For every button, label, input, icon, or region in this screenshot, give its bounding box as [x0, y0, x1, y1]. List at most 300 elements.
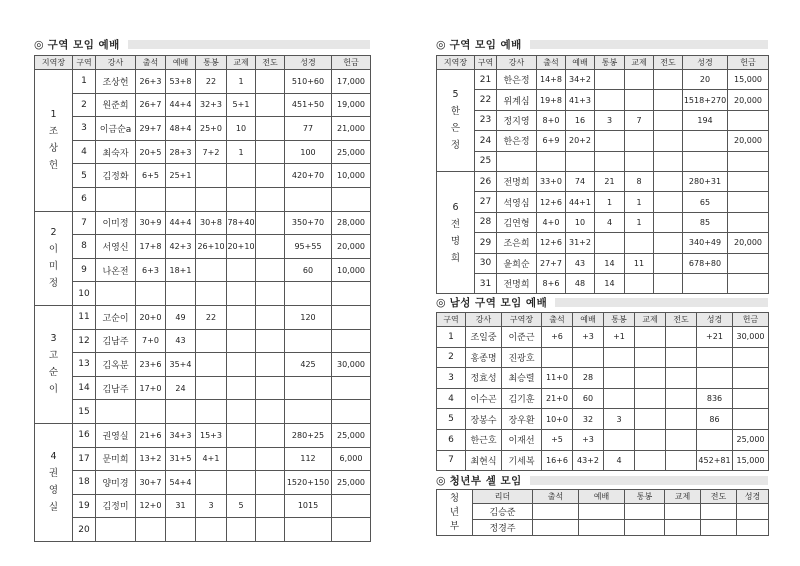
cell-att: 27+7: [537, 253, 566, 273]
cell-att: 10+0: [542, 409, 573, 430]
cell-bible: [285, 329, 332, 353]
cell-offer: 30,000: [733, 327, 769, 348]
cell-fel: [625, 233, 654, 253]
cell-att: 20+0: [136, 305, 166, 329]
cell-att: 30+7: [136, 471, 166, 495]
cell-evan: [701, 504, 737, 520]
group-number: 3: [73, 117, 96, 141]
cell-worship: +3: [573, 429, 604, 450]
cell-tb: [196, 400, 227, 424]
column-header: 구역: [475, 56, 497, 70]
cell-offer: 10,000: [332, 258, 371, 282]
group-number: 23: [475, 110, 497, 130]
teacher-name: [96, 518, 136, 542]
cell-att: 26+7: [136, 93, 166, 117]
teacher-name: 전명희: [497, 171, 537, 191]
leader-name: 장우환: [502, 409, 542, 430]
cell-worship: 54+4: [166, 471, 196, 495]
cell-att: +5: [542, 429, 573, 450]
teacher-name: [96, 187, 136, 211]
cell-att: 4+0: [537, 212, 566, 232]
cell-att: 33+0: [537, 171, 566, 191]
region-char: 6: [452, 201, 459, 213]
cell-tb: 22: [196, 70, 227, 94]
cell-bible: [697, 347, 733, 368]
cell-fel: [227, 282, 256, 306]
cell-att: 20+5: [136, 140, 166, 164]
men-table: [436, 312, 769, 471]
leader-name: 이재선: [502, 429, 542, 450]
group-number: 22: [475, 90, 497, 110]
cell-worship: 53+8: [166, 70, 196, 94]
cell-bible: 77: [285, 117, 332, 141]
cell-bible: 280+31: [683, 171, 728, 191]
cell-offer: [332, 376, 371, 400]
table-row: [35, 400, 371, 424]
group-number: 3: [437, 368, 466, 389]
cell-tb: 3: [196, 494, 227, 518]
cell-bible: 451+50: [285, 93, 332, 117]
column-header: 지역장: [437, 56, 475, 70]
cell-att: 11+0: [542, 368, 573, 389]
cell-evan: [654, 151, 683, 171]
teacher-name: 고순이: [96, 305, 136, 329]
region-char: 명: [450, 235, 461, 247]
table-row: [35, 471, 371, 495]
title-bar: [128, 40, 370, 49]
cell-evan: [666, 327, 697, 348]
cell-offer: [728, 192, 769, 212]
cell-att: 12+6: [537, 192, 566, 212]
cell-evan: [654, 192, 683, 212]
cell-evan: [666, 388, 697, 409]
cell-tb: 25+0: [196, 117, 227, 141]
cell-tb: 3: [595, 110, 625, 130]
teacher-name: 한은정: [497, 70, 537, 90]
cell-offer: [332, 518, 371, 542]
cell-worship: 44+1: [566, 192, 595, 212]
table-row: [35, 70, 371, 94]
cell-fel: 11: [625, 253, 654, 273]
table-row: [35, 93, 371, 117]
cell-tb: [196, 282, 227, 306]
cell-evan: [256, 471, 285, 495]
cell-bible: [737, 504, 769, 520]
cell-offer: [728, 171, 769, 191]
cell-fel: [635, 450, 666, 471]
title-bar: [530, 476, 768, 485]
cell-worship: 48+4: [166, 117, 196, 141]
group-number: 9: [73, 258, 96, 282]
teacher-name: [497, 151, 537, 171]
column-header: 예배: [166, 56, 196, 70]
group-number: 15: [73, 400, 96, 424]
cell-offer: 19,000: [332, 93, 371, 117]
region-char: 년: [449, 506, 460, 518]
group-number: 17: [73, 447, 96, 471]
cell-att: 12+0: [136, 494, 166, 518]
cell-att: 17+8: [136, 235, 166, 259]
cell-att: 21+6: [136, 423, 166, 447]
cell-evan: [256, 353, 285, 377]
cell-evan: [654, 253, 683, 273]
cell-offer: [733, 409, 769, 430]
cell-fel: 7: [625, 110, 654, 130]
cell-offer: [728, 253, 769, 273]
cell-worship: 49: [166, 305, 196, 329]
cell-fel: 1: [227, 70, 256, 94]
cell-offer: [332, 400, 371, 424]
cell-evan: [256, 235, 285, 259]
cell-bible: [285, 376, 332, 400]
cell-tb: 3: [604, 409, 635, 430]
cell-evan: [701, 520, 737, 536]
cell-worship: 31: [166, 494, 196, 518]
table-row: [35, 140, 371, 164]
cell-worship: 24: [166, 376, 196, 400]
teacher-name: 이미정: [96, 211, 136, 235]
group-number: 12: [73, 329, 96, 353]
cell-offer: [733, 368, 769, 389]
group-number: 7: [73, 211, 96, 235]
table-row: [437, 327, 769, 348]
cell-evan: [256, 258, 285, 282]
column-header: 지역장: [35, 56, 73, 70]
cell-worship: [166, 518, 196, 542]
teacher-name: 김옥분: [96, 353, 136, 377]
cell-worship: 20+2: [566, 131, 595, 151]
table-row: [35, 423, 371, 447]
cell-bible: +21: [697, 327, 733, 348]
cell-bible: 112: [285, 447, 332, 471]
group-number: 13: [73, 353, 96, 377]
table-row: [437, 151, 769, 171]
cell-offer: [332, 329, 371, 353]
column-header: 헌금: [733, 313, 769, 327]
group-number: 29: [475, 233, 497, 253]
teacher-name: 이수곤: [466, 388, 502, 409]
cell-evan: [256, 70, 285, 94]
cell-bible: [697, 429, 733, 450]
cell-att: 30+9: [136, 211, 166, 235]
cell-tb: [595, 233, 625, 253]
group-number: 14: [73, 376, 96, 400]
cell-att: [542, 347, 573, 368]
cell-tb: 14: [595, 273, 625, 293]
cell-evan: [654, 90, 683, 110]
leader-name: 정경주: [473, 520, 533, 536]
cell-att: 8+6: [537, 273, 566, 293]
group-number: 1: [437, 327, 466, 348]
teacher-name: 최현식: [466, 450, 502, 471]
cell-tb: [595, 90, 625, 110]
cell-tb: [604, 347, 635, 368]
cell-att: 19+8: [537, 90, 566, 110]
header-row: [437, 490, 769, 504]
group-number: 5: [73, 164, 96, 188]
cell-worship: 43: [566, 253, 595, 273]
cell-offer: [728, 151, 769, 171]
teacher-name: 김남주: [96, 329, 136, 353]
header-row: [437, 56, 769, 70]
cell-fel: 1: [625, 192, 654, 212]
region-char: 헌: [48, 160, 59, 172]
cell-worship: 35+4: [166, 353, 196, 377]
region-leader-cell: [437, 70, 475, 172]
group-number: 2: [437, 347, 466, 368]
header-row: [437, 313, 769, 327]
cell-fel: [625, 131, 654, 151]
cell-evan: [666, 409, 697, 430]
column-header: 교제: [665, 490, 701, 504]
cell-offer: 25,000: [332, 140, 371, 164]
region-char: 순: [48, 367, 59, 379]
cell-fel: [665, 520, 701, 536]
group-number: 21: [475, 70, 497, 90]
cell-evan: [654, 110, 683, 130]
cell-fel: [635, 327, 666, 348]
table-row: [35, 235, 371, 259]
cell-offer: [332, 494, 371, 518]
cell-evan: [256, 211, 285, 235]
cell-evan: [654, 273, 683, 293]
cell-evan: [256, 164, 285, 188]
cell-fel: [635, 388, 666, 409]
cell-tb: [196, 376, 227, 400]
left-title-text: 구역 모임 예배: [47, 38, 120, 51]
teacher-name: 석영심: [497, 192, 537, 212]
table-row: [437, 520, 769, 536]
cell-bible: [285, 187, 332, 211]
table-row: [437, 131, 769, 151]
group-number: 2: [73, 93, 96, 117]
column-header: 성경: [285, 56, 332, 70]
cell-tb: 4: [604, 450, 635, 471]
cell-bible: 350+70: [285, 211, 332, 235]
cell-worship: 31+5: [166, 447, 196, 471]
column-header: 강사: [497, 56, 537, 70]
circle-target-icon: ◎: [34, 37, 44, 51]
cell-offer: 15,000: [728, 70, 769, 90]
cell-fel: [227, 258, 256, 282]
cell-worship: 31+2: [566, 233, 595, 253]
cell-tb: [604, 368, 635, 389]
teacher-name: 한근호: [466, 429, 502, 450]
cell-att: 21+0: [542, 388, 573, 409]
right-table: [436, 55, 769, 294]
cell-offer: 25,000: [332, 471, 371, 495]
cell-evan: [654, 70, 683, 90]
cell-offer: 30,000: [332, 353, 371, 377]
table-row: [437, 90, 769, 110]
cell-evan: [256, 400, 285, 424]
youth-title-text: 청년부 셀 모임: [449, 474, 522, 487]
table-row: [437, 233, 769, 253]
region-char: 한: [450, 106, 461, 118]
region-char: 희: [450, 252, 461, 264]
table-row: [437, 409, 769, 430]
cell-evan: [654, 233, 683, 253]
cell-evan: [256, 305, 285, 329]
cell-offer: 10,000: [332, 164, 371, 188]
teacher-name: 홍종명: [466, 347, 502, 368]
cell-offer: [728, 110, 769, 130]
cell-tb: [196, 518, 227, 542]
cell-bible: [697, 368, 733, 389]
cell-offer: 25,000: [733, 429, 769, 450]
cell-offer: [332, 187, 371, 211]
cell-fel: [635, 347, 666, 368]
cell-evan: [256, 376, 285, 400]
cell-tb: 4: [595, 212, 625, 232]
column-header: 강사: [466, 313, 502, 327]
table-row: [35, 187, 371, 211]
table-row: [437, 347, 769, 368]
table-row: [437, 450, 769, 471]
group-number: 25: [475, 151, 497, 171]
region-char: 이: [48, 384, 59, 396]
cell-bible: [737, 520, 769, 536]
youth-table: [436, 489, 769, 536]
cell-tb: 1: [595, 192, 625, 212]
column-header: 교제: [227, 56, 256, 70]
cell-worship: 74: [566, 171, 595, 191]
cell-tb: [196, 187, 227, 211]
teacher-name: 한은정: [497, 131, 537, 151]
column-header: 전도: [666, 313, 697, 327]
region-char: 정: [450, 140, 461, 152]
cell-offer: [728, 212, 769, 232]
table-row: [35, 518, 371, 542]
cell-worship: [579, 504, 625, 520]
left-section-title: [34, 36, 370, 52]
cell-fel: [227, 353, 256, 377]
cell-tb: [595, 131, 625, 151]
circle-target-icon: ◎: [436, 295, 446, 309]
cell-bible: 60: [285, 258, 332, 282]
group-number: 10: [73, 282, 96, 306]
group-number: 31: [475, 273, 497, 293]
cell-offer: 20,000: [728, 233, 769, 253]
teacher-name: 김정미: [96, 494, 136, 518]
cell-worship: [573, 347, 604, 368]
cell-tb: 4+1: [196, 447, 227, 471]
group-number: 6: [73, 187, 96, 211]
teacher-name: 전명희: [497, 273, 537, 293]
region-leader-cell: [437, 490, 473, 536]
region-char: 권: [48, 468, 59, 480]
cell-bible: 1520+150: [285, 471, 332, 495]
cell-att: 13+2: [136, 447, 166, 471]
group-number: 18: [73, 471, 96, 495]
cell-att: [533, 520, 579, 536]
column-header: 통봉: [604, 313, 635, 327]
region-leader-cell: [35, 305, 73, 423]
cell-fel: [227, 329, 256, 353]
group-number: 6: [437, 429, 466, 450]
region-char: 3: [50, 333, 57, 345]
cell-bible: 280+25: [285, 423, 332, 447]
cell-bible: 510+60: [285, 70, 332, 94]
cell-tb: [595, 70, 625, 90]
cell-att: 6+3: [136, 258, 166, 282]
region-char: 실: [48, 502, 59, 514]
column-header: 통봉: [625, 490, 665, 504]
cell-evan: [256, 518, 285, 542]
cell-offer: 20,000: [728, 131, 769, 151]
cell-offer: [728, 273, 769, 293]
right-title-text: 구역 모임 예배: [449, 38, 522, 51]
group-number: 27: [475, 192, 497, 212]
cell-offer: 20,000: [332, 235, 371, 259]
region-char: 이: [48, 244, 59, 256]
cell-tb: 22: [196, 305, 227, 329]
column-header: 교제: [625, 56, 654, 70]
table-row: [35, 282, 371, 306]
cell-evan: [256, 117, 285, 141]
cell-offer: 6,000: [332, 447, 371, 471]
cell-fel: [227, 164, 256, 188]
column-header: 리더: [473, 490, 533, 504]
cell-bible: [683, 131, 728, 151]
cell-worship: 25+1: [166, 164, 196, 188]
teacher-name: 원준희: [96, 93, 136, 117]
cell-fel: 5: [227, 494, 256, 518]
cell-fel: [227, 423, 256, 447]
cell-offer: 28,000: [332, 211, 371, 235]
leader-name: 이준근: [502, 327, 542, 348]
table-row: [437, 504, 769, 520]
left-table: [34, 55, 371, 542]
header-row: [35, 56, 371, 70]
table-row: [437, 192, 769, 212]
region-char: 부: [449, 520, 460, 532]
cell-worship: 48: [566, 273, 595, 293]
group-number: 30: [475, 253, 497, 273]
cell-tb: [196, 353, 227, 377]
cell-tb: [604, 388, 635, 409]
cell-att: 8+0: [537, 110, 566, 130]
cell-fel: [635, 429, 666, 450]
cell-evan: [666, 368, 697, 389]
cell-evan: [666, 450, 697, 471]
cell-bible: 420+70: [285, 164, 332, 188]
group-number: 4: [73, 140, 96, 164]
cell-bible: 120: [285, 305, 332, 329]
leader-name: 최승렬: [502, 368, 542, 389]
cell-evan: [256, 494, 285, 518]
teacher-name: [96, 400, 136, 424]
cell-tb: [595, 151, 625, 171]
cell-fel: 20+10: [227, 235, 256, 259]
cell-att: 6+5: [136, 164, 166, 188]
cell-bible: 340+49: [683, 233, 728, 253]
youth-section-title: [436, 472, 768, 488]
cell-evan: [666, 347, 697, 368]
column-header: 출석: [136, 56, 166, 70]
table-row: [35, 305, 371, 329]
cell-worship: 34+2: [566, 70, 595, 90]
cell-att: +6: [542, 327, 573, 348]
cell-offer: 15,000: [733, 450, 769, 471]
cell-bible: 1015: [285, 494, 332, 518]
teacher-name: 김남주: [96, 376, 136, 400]
cell-tb: [604, 429, 635, 450]
cell-worship: 44+4: [166, 211, 196, 235]
region-char: 은: [450, 123, 461, 135]
cell-offer: 21,000: [332, 117, 371, 141]
table-row: [437, 368, 769, 389]
